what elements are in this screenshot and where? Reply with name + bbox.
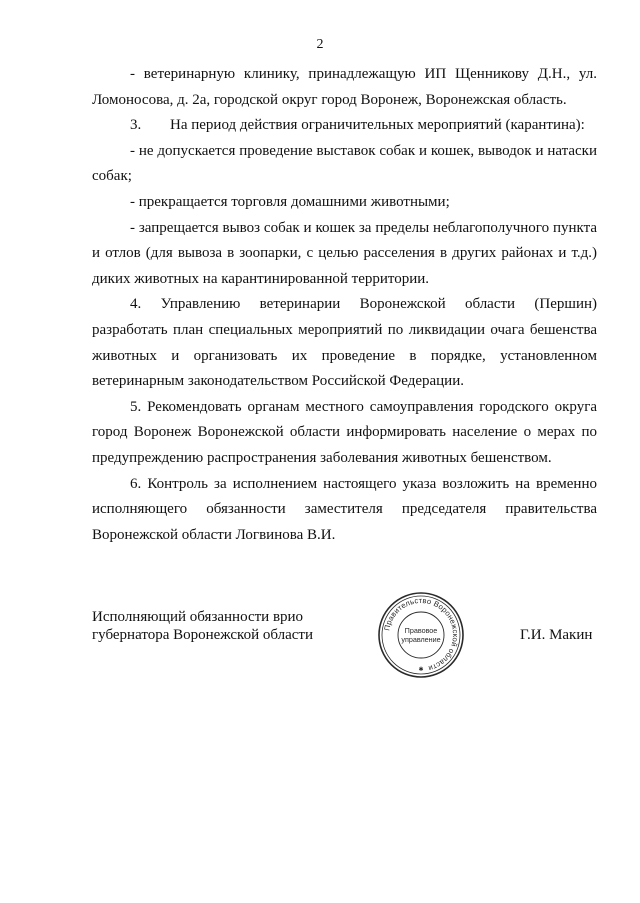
signature-title-line1: Исполняющий обязанности врио xyxy=(92,609,304,625)
paragraph-no-trade: - прекращается торговля домашними животными; xyxy=(130,193,450,210)
signature-title-line2: губернатора Воронежской области xyxy=(92,627,313,643)
item-3-number: 3. xyxy=(130,117,142,134)
paragraph-item-4: 4. Управлению ветеринарии Воронежской области (Першин) разработать план специальных мероприятий по ликвидации очага бешенства животных и организовать их проведение в порядке, установленном ветеринарным законодательством Российской Федерации. xyxy=(92,296,597,390)
signature-title xyxy=(92,608,392,644)
paragraph-no-exhibitions: - не допускается проведение выставок собак и кошек, выводок и натаски собак; xyxy=(92,142,597,185)
stamp-star-icon: ✱ xyxy=(418,667,424,673)
stamp-center-line1: Правовое xyxy=(404,626,438,635)
signer-name: Г.И. Макин xyxy=(520,627,593,643)
stamp-ring-text: Правительство Воронежской области xyxy=(382,595,461,674)
item-3-text: На период действия ограничительных мероприятий (карантина): xyxy=(170,117,585,134)
paragraph-item-6: 6. Контроль за исполнением настоящего указа возложить на временно исполняющего обязанности заместителя председателя правительства Воронежской области Логвинова В.И. xyxy=(92,475,597,543)
paragraph-clinic: - ветеринарную клинику, принадлежащую ИП Щенникову Д.Н., ул. Ломоносова, д. 2а, городской округ город Воронеж, Воронежская область. xyxy=(92,66,597,108)
paragraph-no-export: - запрещается вывоз собак и кошек за пределы неблагополучного пункта и отлов (для вывоза в зоопарки, с целью расселения в других районах и т.д.) диких животных на карантинированной территории. xyxy=(92,219,597,287)
stamp-center-line2: управление xyxy=(401,635,441,644)
page-number: 2 xyxy=(316,37,324,52)
document-body xyxy=(92,62,597,548)
paragraph-item-5: 5. Рекомендовать органам местного самоуправления городского округа город Воронеж Воронежской области информировать население о мерах по предупреждению распространения заболевания животных бешенством. xyxy=(92,398,597,466)
paragraph-item-3 xyxy=(92,113,597,139)
official-stamp-icon xyxy=(377,591,465,679)
